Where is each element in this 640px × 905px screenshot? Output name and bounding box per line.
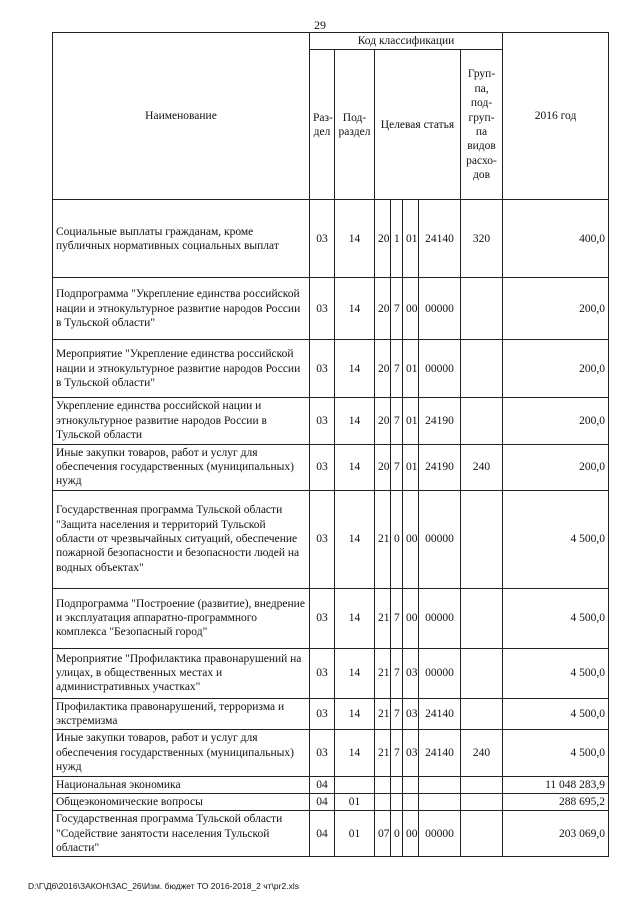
row-amount: 200,0 — [503, 444, 609, 490]
row-subsection: 14 — [335, 340, 375, 398]
row-target-subprogram: 7 — [391, 588, 403, 648]
row-name: Подпрограмма "Укрепление единства российской нации и этнокультурное развитие народов России в Тульской области" — [53, 278, 310, 340]
table-row — [53, 200, 609, 278]
row-target-direction: 00000 — [419, 648, 461, 698]
row-amount: 4 500,0 — [503, 588, 609, 648]
row-target-measure: 03 — [403, 698, 419, 730]
row-target-subprogram: 7 — [391, 648, 403, 698]
row-target-subprogram: 7 — [391, 444, 403, 490]
row-expense-group — [461, 490, 503, 588]
row-name: Подпрограмма "Построение (развитие), внедрение и эксплуатация аппаратно-программного комплекса "Безопасный город" — [53, 588, 310, 648]
row-name: Национальная экономика — [53, 776, 310, 793]
row-name: Государственная программа Тульской области "Содействие занятости населения Тульской области" — [53, 811, 310, 857]
row-target-measure — [403, 793, 419, 810]
row-target-measure: 00 — [403, 490, 419, 588]
row-amount: 288 695,2 — [503, 793, 609, 810]
table-row — [53, 444, 609, 490]
page-number: 29 — [314, 18, 326, 32]
table-row — [53, 793, 609, 810]
row-target-direction — [419, 776, 461, 793]
row-target-measure: 00 — [403, 278, 419, 340]
row-target-program: 21 — [375, 490, 391, 588]
table-row — [53, 730, 609, 776]
row-target-direction: 24140 — [419, 200, 461, 278]
table-row — [53, 398, 609, 444]
row-name: Укрепление единства российской нации и этнокультурное развитие народов России в Тульской области — [53, 398, 310, 444]
table-body — [53, 200, 609, 857]
row-expense-group — [461, 588, 503, 648]
header-target: Целевая статья — [375, 50, 461, 200]
row-subsection: 14 — [335, 278, 375, 340]
row-name: Профилактика правонарушений, терроризма и экстремизма — [53, 698, 310, 730]
row-subsection: 14 — [335, 648, 375, 698]
header-year: 2016 год — [503, 33, 609, 200]
row-name: Мероприятие "Профилактика правонарушений на улицах, в общественных местах и административных участках" — [53, 648, 310, 698]
footer-file-path: D:\Г\Д6\2016\ЗАКОН\ЗАС_26\Изм. бюджет ТО 2016-2018_2 чт\pr2.xls — [28, 881, 299, 891]
header-code: Код классификации — [310, 33, 503, 50]
row-target-direction: 24140 — [419, 730, 461, 776]
table-row — [53, 588, 609, 648]
table-row — [53, 340, 609, 398]
row-expense-group — [461, 811, 503, 857]
row-section: 03 — [310, 398, 335, 444]
row-target-subprogram: 7 — [391, 278, 403, 340]
row-target-subprogram: 7 — [391, 340, 403, 398]
row-target-measure: 00 — [403, 588, 419, 648]
row-target-direction: 24190 — [419, 398, 461, 444]
row-expense-group: 320 — [461, 200, 503, 278]
row-subsection: 14 — [335, 730, 375, 776]
row-target-program: 20 — [375, 444, 391, 490]
row-target-subprogram: 1 — [391, 200, 403, 278]
row-amount: 200,0 — [503, 398, 609, 444]
row-target-measure: 01 — [403, 444, 419, 490]
row-expense-group — [461, 398, 503, 444]
table-row — [53, 648, 609, 698]
row-amount: 11 048 283,9 — [503, 776, 609, 793]
row-target-direction: 00000 — [419, 340, 461, 398]
row-expense-group — [461, 648, 503, 698]
row-subsection: 14 — [335, 698, 375, 730]
header-section: Раз- дел — [310, 50, 335, 200]
header-row-top — [53, 33, 609, 50]
row-target-program: 20 — [375, 398, 391, 444]
row-target-direction: 24140 — [419, 698, 461, 730]
row-target-subprogram: 7 — [391, 698, 403, 730]
row-expense-group — [461, 278, 503, 340]
row-target-direction: 00000 — [419, 588, 461, 648]
row-section: 04 — [310, 793, 335, 810]
row-target-program — [375, 776, 391, 793]
row-amount: 203 069,0 — [503, 811, 609, 857]
row-name: Социальные выплаты гражданам, кроме публичных нормативных социальных выплат — [53, 200, 310, 278]
row-target-direction: 00000 — [419, 490, 461, 588]
row-target-measure: 01 — [403, 398, 419, 444]
row-target-measure — [403, 776, 419, 793]
row-target-measure: 01 — [403, 340, 419, 398]
row-section: 03 — [310, 444, 335, 490]
row-section: 04 — [310, 776, 335, 793]
row-name: Государственная программа Тульской области "Защита населения и территорий Тульской области от чрезвычайных ситуаций, обеспечение пожарной безопасности и безопасности людей на водных объектах" — [53, 490, 310, 588]
row-subsection: 14 — [335, 490, 375, 588]
table-row — [53, 776, 609, 793]
table-row — [53, 811, 609, 857]
row-section: 03 — [310, 588, 335, 648]
row-section: 03 — [310, 340, 335, 398]
row-section: 03 — [310, 648, 335, 698]
row-target-program: 21 — [375, 730, 391, 776]
row-target-measure: 03 — [403, 648, 419, 698]
row-target-direction — [419, 793, 461, 810]
row-amount: 4 500,0 — [503, 698, 609, 730]
row-target-program: 07 — [375, 811, 391, 857]
row-target-direction: 00000 — [419, 811, 461, 857]
row-amount: 400,0 — [503, 200, 609, 278]
row-target-program: 20 — [375, 340, 391, 398]
row-name: Иные закупки товаров, работ и услуг для обеспечения государственных (муниципальных) нужд — [53, 444, 310, 490]
row-target-subprogram — [391, 776, 403, 793]
row-target-subprogram: 7 — [391, 730, 403, 776]
row-target-measure: 01 — [403, 200, 419, 278]
header-subsection: Под- раздел — [335, 50, 375, 200]
row-amount: 4 500,0 — [503, 490, 609, 588]
header-name: Наименование — [53, 33, 310, 200]
row-section: 03 — [310, 200, 335, 278]
row-section: 03 — [310, 730, 335, 776]
row-amount: 200,0 — [503, 340, 609, 398]
table-row — [53, 490, 609, 588]
row-target-measure: 03 — [403, 730, 419, 776]
row-subsection: 01 — [335, 811, 375, 857]
row-amount: 4 500,0 — [503, 730, 609, 776]
row-name: Общеэкономические вопросы — [53, 793, 310, 810]
row-target-program: 20 — [375, 200, 391, 278]
row-target-measure: 00 — [403, 811, 419, 857]
row-target-direction: 24190 — [419, 444, 461, 490]
row-subsection: 14 — [335, 588, 375, 648]
row-target-subprogram: 0 — [391, 490, 403, 588]
table-row — [53, 698, 609, 730]
row-subsection — [335, 776, 375, 793]
row-section: 03 — [310, 278, 335, 340]
row-expense-group — [461, 698, 503, 730]
row-target-program: 20 — [375, 278, 391, 340]
row-target-subprogram: 0 — [391, 811, 403, 857]
row-target-direction: 00000 — [419, 278, 461, 340]
row-expense-group: 240 — [461, 730, 503, 776]
row-subsection: 01 — [335, 793, 375, 810]
row-target-program: 21 — [375, 588, 391, 648]
row-expense-group: 240 — [461, 444, 503, 490]
row-expense-group — [461, 340, 503, 398]
row-section: 03 — [310, 698, 335, 730]
row-subsection: 14 — [335, 444, 375, 490]
table-row — [53, 278, 609, 340]
row-target-program — [375, 793, 391, 810]
row-target-program: 21 — [375, 648, 391, 698]
row-section: 03 — [310, 490, 335, 588]
row-subsection: 14 — [335, 200, 375, 278]
row-target-subprogram: 7 — [391, 398, 403, 444]
row-section: 04 — [310, 811, 335, 857]
row-expense-group — [461, 793, 503, 810]
row-subsection: 14 — [335, 398, 375, 444]
row-amount: 4 500,0 — [503, 648, 609, 698]
row-amount: 200,0 — [503, 278, 609, 340]
row-target-subprogram — [391, 793, 403, 810]
row-expense-group — [461, 776, 503, 793]
budget-table — [52, 32, 609, 857]
header-group: Груп- па, под- груп- па видов расхо- дов — [461, 50, 503, 200]
row-target-program: 21 — [375, 698, 391, 730]
row-name: Мероприятие "Укрепление единства российской нации и этнокультурное развитие народов России в Тульской области" — [53, 340, 310, 398]
row-name: Иные закупки товаров, работ и услуг для обеспечения государственных (муниципальных) нужд — [53, 730, 310, 776]
